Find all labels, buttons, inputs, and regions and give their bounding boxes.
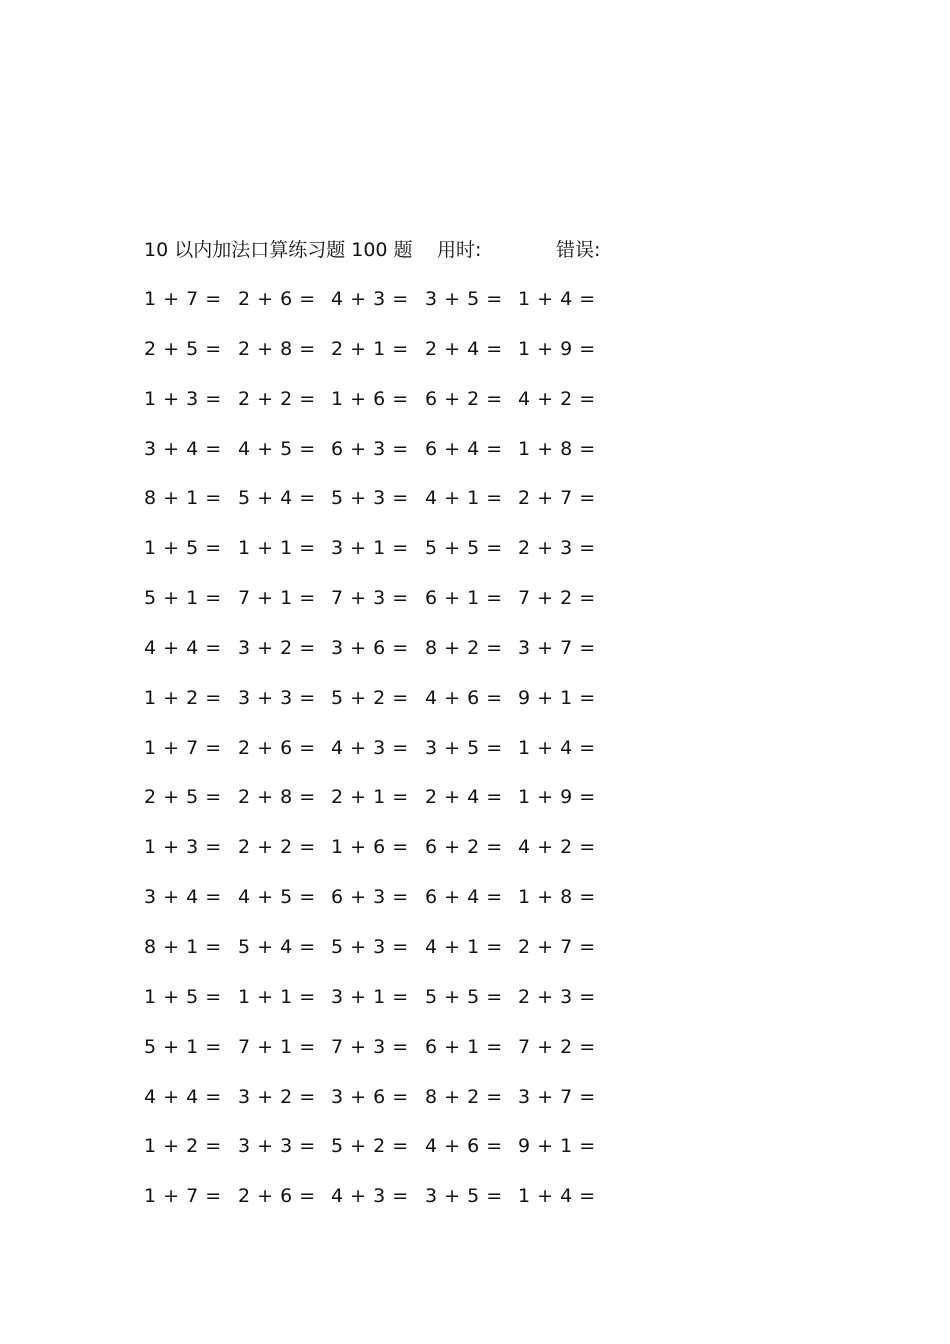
addition-problem: 1 + 4 = — [518, 288, 596, 310]
problem-row — [144, 685, 614, 735]
addition-problem: 4 + 5 = — [238, 886, 316, 909]
addition-problem: 4 + 6 = — [425, 686, 503, 709]
problem-row — [144, 784, 614, 834]
addition-problem: 4 + 4 = — [144, 636, 222, 659]
addition-problem: 3 + 1 = — [331, 537, 409, 560]
addition-problem: 3 + 2 = — [238, 636, 316, 659]
addition-problem: 6 + 2 = — [425, 387, 503, 410]
addition-problem: 4 + 2 = — [518, 387, 596, 410]
addition-problem: 9 + 1 = — [518, 1135, 596, 1158]
addition-problem: 2 + 2 = — [238, 836, 316, 859]
addition-problem: 6 + 1 = — [425, 587, 503, 610]
problem-grid — [144, 286, 614, 1233]
worksheet-header — [144, 236, 664, 264]
problem-row — [144, 934, 614, 984]
addition-problem: 1 + 5 = — [144, 985, 222, 1008]
addition-problem: 4 + 6 = — [425, 1135, 503, 1158]
addition-problem: 2 + 4 = — [425, 786, 503, 809]
addition-problem: 1 + 4 = — [518, 736, 596, 759]
addition-problem: 7 + 2 = — [518, 587, 596, 610]
addition-problem: 1 + 7 = — [144, 288, 222, 310]
addition-problem: 2 + 7 = — [518, 935, 596, 958]
addition-problem: 1 + 7 = — [144, 736, 222, 759]
addition-problem: 3 + 5 = — [425, 1185, 503, 1208]
addition-problem: 3 + 4 = — [144, 886, 222, 909]
addition-problem: 2 + 5 = — [144, 337, 222, 360]
addition-problem: 3 + 3 = — [238, 1135, 316, 1158]
addition-problem: 5 + 3 = — [331, 487, 409, 510]
addition-problem: 9 + 1 = — [518, 686, 596, 709]
addition-problem: 4 + 5 = — [238, 437, 316, 460]
addition-problem: 3 + 7 = — [518, 1085, 596, 1108]
addition-problem: 1 + 4 = — [518, 1185, 596, 1208]
addition-problem: 5 + 1 = — [144, 587, 222, 610]
addition-problem: 3 + 3 = — [238, 686, 316, 709]
addition-problem: 4 + 3 = — [331, 288, 409, 310]
addition-problem: 5 + 5 = — [425, 985, 503, 1008]
addition-problem: 2 + 1 = — [331, 337, 409, 360]
addition-problem: 3 + 5 = — [425, 288, 503, 310]
addition-problem: 1 + 5 = — [144, 537, 222, 560]
addition-problem: 6 + 1 = — [425, 1035, 503, 1058]
problem-row — [144, 585, 614, 635]
addition-problem: 5 + 2 = — [331, 1135, 409, 1158]
problem-row — [144, 1183, 614, 1233]
worksheet-title: 10 以内加法口算练习题 100 题 — [144, 239, 413, 261]
addition-problem: 2 + 3 = — [518, 537, 596, 560]
addition-problem: 6 + 2 = — [425, 836, 503, 859]
addition-problem: 7 + 1 = — [238, 1035, 316, 1058]
addition-problem: 2 + 6 = — [238, 736, 316, 759]
addition-problem: 3 + 5 = — [425, 736, 503, 759]
addition-problem: 4 + 3 = — [331, 1185, 409, 1208]
addition-problem: 3 + 7 = — [518, 636, 596, 659]
addition-problem: 1 + 3 = — [144, 836, 222, 859]
errors-label: 错误: — [556, 239, 601, 261]
addition-problem: 2 + 6 = — [238, 1185, 316, 1208]
problem-row — [144, 735, 614, 785]
problem-row — [144, 386, 614, 436]
problem-row — [144, 635, 614, 685]
addition-problem: 2 + 7 = — [518, 487, 596, 510]
addition-problem: 3 + 6 = — [331, 1085, 409, 1108]
addition-problem: 8 + 2 = — [425, 636, 503, 659]
problem-row — [144, 485, 614, 535]
addition-problem: 3 + 1 = — [331, 985, 409, 1008]
problem-row — [144, 834, 614, 884]
problem-row — [144, 1084, 614, 1134]
addition-problem: 2 + 8 = — [238, 786, 316, 809]
problem-row — [144, 1034, 614, 1084]
time-used-label: 用时: — [437, 239, 482, 261]
addition-problem: 7 + 3 = — [331, 1035, 409, 1058]
addition-problem: 6 + 3 = — [331, 437, 409, 460]
addition-problem: 7 + 2 = — [518, 1035, 596, 1058]
addition-problem: 1 + 6 = — [331, 387, 409, 410]
addition-problem: 2 + 2 = — [238, 387, 316, 410]
addition-problem: 2 + 4 = — [425, 337, 503, 360]
addition-problem: 4 + 2 = — [518, 836, 596, 859]
addition-problem: 8 + 1 = — [144, 935, 222, 958]
problem-row — [144, 436, 614, 486]
problem-row — [144, 336, 614, 386]
addition-problem: 5 + 1 = — [144, 1035, 222, 1058]
addition-problem: 1 + 1 = — [238, 985, 316, 1008]
addition-problem: 3 + 2 = — [238, 1085, 316, 1108]
addition-problem: 1 + 2 = — [144, 1135, 222, 1158]
addition-problem: 4 + 1 = — [425, 487, 503, 510]
addition-problem: 1 + 6 = — [331, 836, 409, 859]
addition-problem: 6 + 3 = — [331, 886, 409, 909]
addition-problem: 3 + 4 = — [144, 437, 222, 460]
problem-row — [144, 884, 614, 934]
addition-problem: 6 + 4 = — [425, 437, 503, 460]
addition-problem: 1 + 2 = — [144, 686, 222, 709]
addition-problem: 2 + 6 = — [238, 288, 316, 310]
addition-problem: 1 + 7 = — [144, 1185, 222, 1208]
addition-problem: 1 + 9 = — [518, 786, 596, 809]
problem-row — [144, 535, 614, 585]
addition-problem: 1 + 8 = — [518, 437, 596, 460]
addition-problem: 8 + 1 = — [144, 487, 222, 510]
addition-problem: 2 + 5 = — [144, 786, 222, 809]
addition-problem: 4 + 4 = — [144, 1085, 222, 1108]
addition-problem: 1 + 8 = — [518, 886, 596, 909]
addition-problem: 4 + 3 = — [331, 736, 409, 759]
addition-problem: 7 + 1 = — [238, 587, 316, 610]
addition-problem: 5 + 5 = — [425, 537, 503, 560]
problem-row — [144, 1133, 614, 1183]
addition-problem: 5 + 4 = — [238, 935, 316, 958]
addition-problem: 5 + 2 = — [331, 686, 409, 709]
addition-problem: 6 + 4 = — [425, 886, 503, 909]
addition-problem: 3 + 6 = — [331, 636, 409, 659]
problem-row — [144, 984, 614, 1034]
addition-problem: 5 + 3 = — [331, 935, 409, 958]
addition-problem: 1 + 3 = — [144, 387, 222, 410]
addition-problem: 2 + 3 = — [518, 985, 596, 1008]
addition-problem: 1 + 1 = — [238, 537, 316, 560]
addition-problem: 8 + 2 = — [425, 1085, 503, 1108]
addition-problem: 1 + 9 = — [518, 337, 596, 360]
addition-problem: 7 + 3 = — [331, 587, 409, 610]
addition-problem: 2 + 1 = — [331, 786, 409, 809]
problem-row — [144, 286, 614, 336]
addition-problem: 2 + 8 = — [238, 337, 316, 360]
addition-problem: 5 + 4 = — [238, 487, 316, 510]
addition-problem: 4 + 1 = — [425, 935, 503, 958]
